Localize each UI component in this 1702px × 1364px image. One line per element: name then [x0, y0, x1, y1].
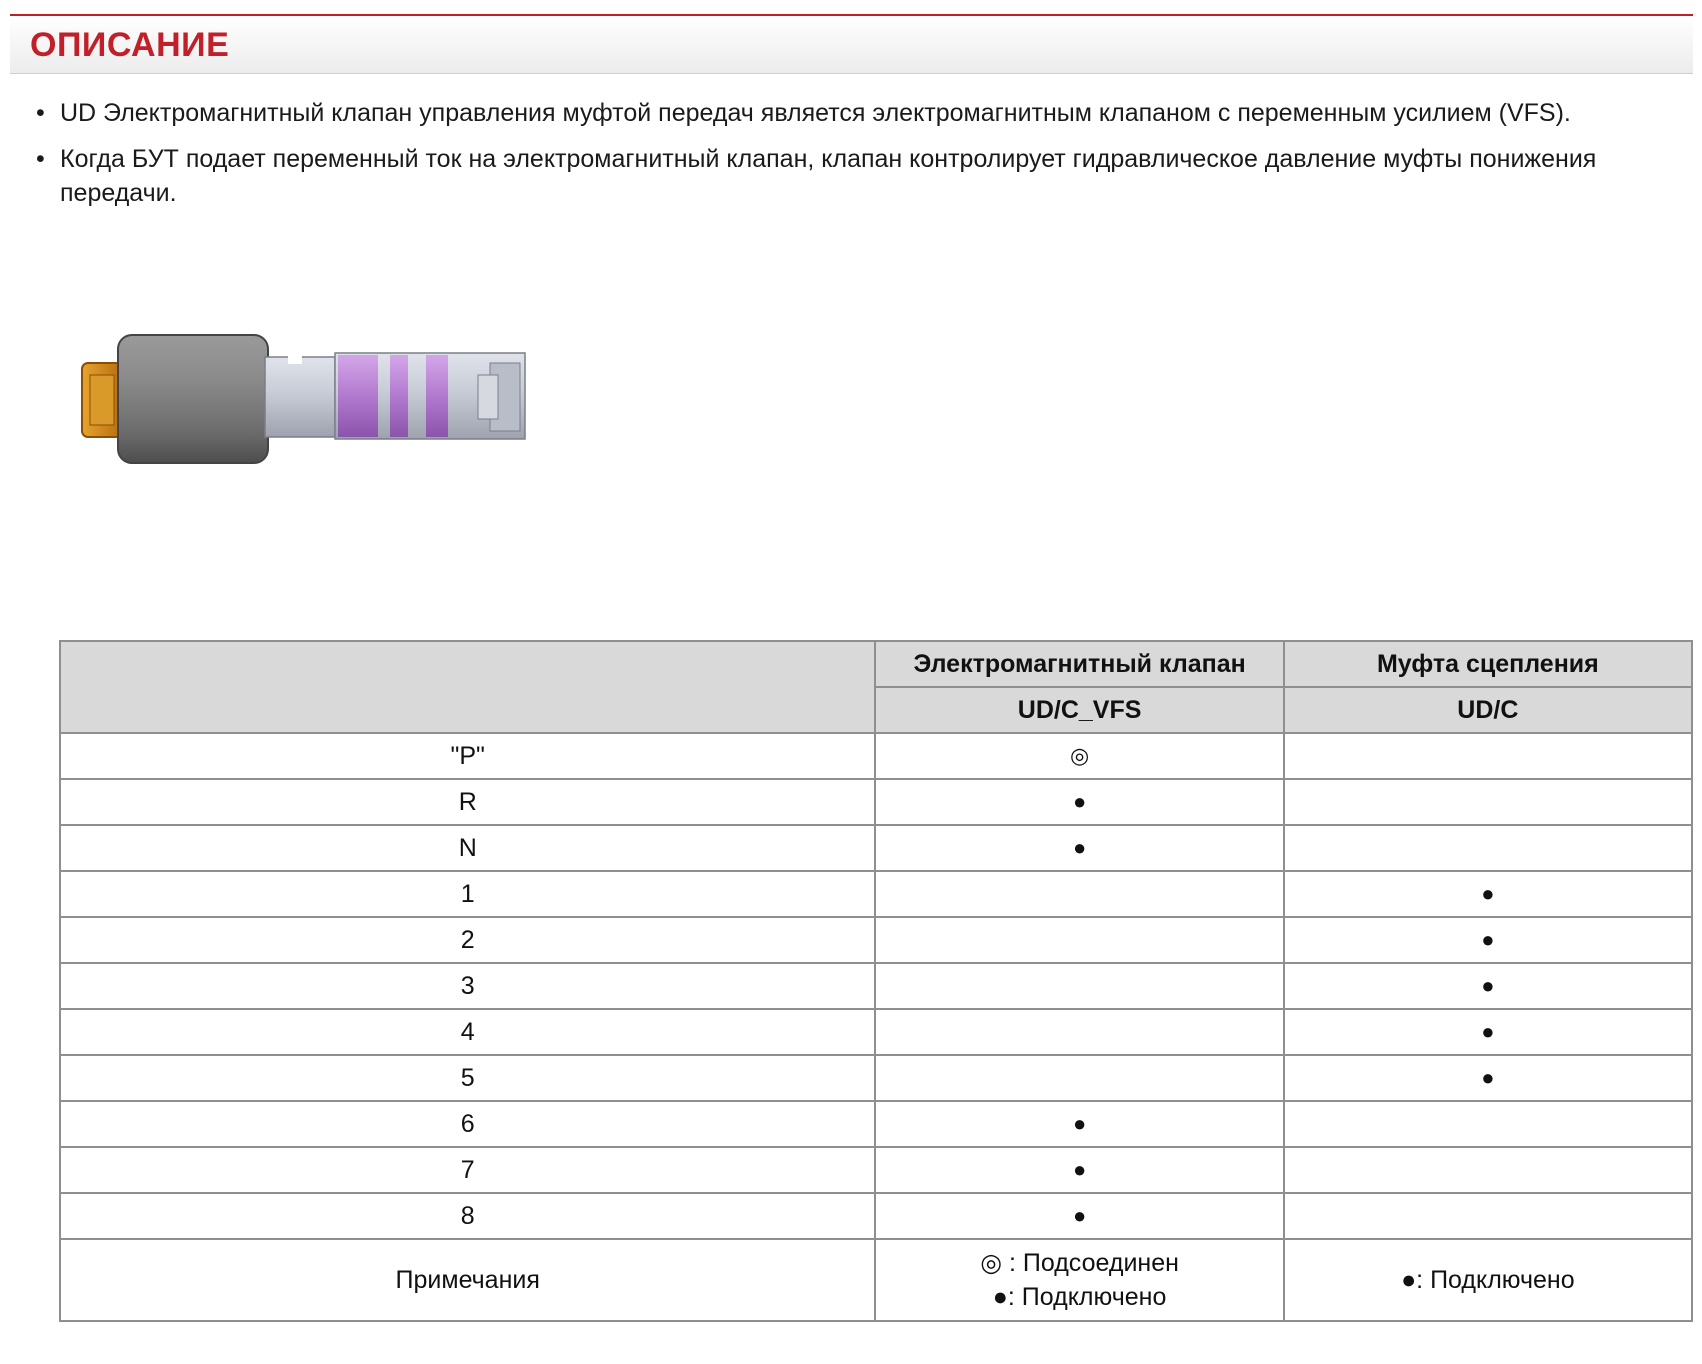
- gear-cell: 1: [60, 871, 875, 917]
- valve-cell: ●: [875, 1193, 1283, 1239]
- valve-cell: [875, 1055, 1283, 1101]
- table-row: [60, 1009, 1692, 1055]
- clutch-group-header: Муфта сцепления: [1284, 641, 1692, 687]
- clutch-notes: ●: Подключено: [1284, 1239, 1692, 1321]
- valve-cell: [875, 1009, 1283, 1055]
- valve-cell: [875, 917, 1283, 963]
- table-row: [60, 825, 1692, 871]
- gear-cell: 7: [60, 1147, 875, 1193]
- gear-cell: 2: [60, 917, 875, 963]
- valve-cell: ●: [875, 1147, 1283, 1193]
- valve-note-engaged: ●: Подключено: [992, 1283, 1167, 1311]
- description-list: [30, 96, 1670, 222]
- table-row: [60, 733, 1692, 779]
- gear-cell: 6: [60, 1101, 875, 1147]
- solenoid-valve-drawing: [60, 225, 600, 615]
- description-item: • UD Электромагнитный клапан управления муфтой передач является электромагнитным клапаном с переменным усилием (VFS).: [30, 96, 1670, 130]
- gear-cell: 4: [60, 1009, 875, 1055]
- gear-cell: "P": [60, 733, 875, 779]
- section-header: [10, 14, 1693, 74]
- table-row: [60, 963, 1692, 1009]
- valve-cell: ●: [875, 825, 1283, 871]
- table-row: [60, 871, 1692, 917]
- table-row: [60, 1147, 1692, 1193]
- table-row: [60, 1193, 1692, 1239]
- valve-cell: ●: [875, 1101, 1283, 1147]
- clutch-cell: [1284, 1147, 1692, 1193]
- valve-note-connected: ◎ : Подсоединен: [980, 1249, 1179, 1277]
- table-row: [60, 1101, 1692, 1147]
- clutch-sub-header: UD/C: [1284, 687, 1692, 733]
- valve-cell: ◎: [875, 733, 1283, 779]
- description-item: • Когда БУТ подает переменный ток на электромагнитный клапан, клапан контролирует гидравлическое давление муфты понижения передачи.: [30, 142, 1670, 210]
- clutch-cell: ●: [1284, 1009, 1692, 1055]
- gear-cell: R: [60, 779, 875, 825]
- clutch-cell: [1284, 779, 1692, 825]
- gear-cell: N: [60, 825, 875, 871]
- clutch-cell: ●: [1284, 1055, 1692, 1101]
- gear-cell: 3: [60, 963, 875, 1009]
- gear-header-cell: [60, 641, 875, 733]
- clutch-cell: ●: [1284, 917, 1692, 963]
- clutch-cell: [1284, 825, 1692, 871]
- valve-cell: [875, 871, 1283, 917]
- table-row: [60, 779, 1692, 825]
- section-title: ОПИСАНИЕ: [30, 26, 230, 64]
- valve-sub-header: UD/C_VFS: [875, 687, 1283, 733]
- clutch-cell: ●: [1284, 963, 1692, 1009]
- valve-operation-table: [59, 640, 1693, 1322]
- clutch-cell: [1284, 1101, 1692, 1147]
- valve-notes: [875, 1239, 1283, 1321]
- clutch-cell: [1284, 733, 1692, 779]
- valve-cell: [875, 963, 1283, 1009]
- valve-group-header: Электромагнитный клапан: [875, 641, 1283, 687]
- clutch-cell: [1284, 1193, 1692, 1239]
- notes-label: Примечания: [60, 1239, 875, 1321]
- gear-cell: 5: [60, 1055, 875, 1101]
- valve-cell: ●: [875, 779, 1283, 825]
- notes-row: [60, 1239, 1692, 1321]
- clutch-cell: ●: [1284, 871, 1692, 917]
- gear-cell: 8: [60, 1193, 875, 1239]
- table-row: [60, 917, 1692, 963]
- solenoid-valve-illustration: [60, 225, 600, 615]
- table-row: [60, 1055, 1692, 1101]
